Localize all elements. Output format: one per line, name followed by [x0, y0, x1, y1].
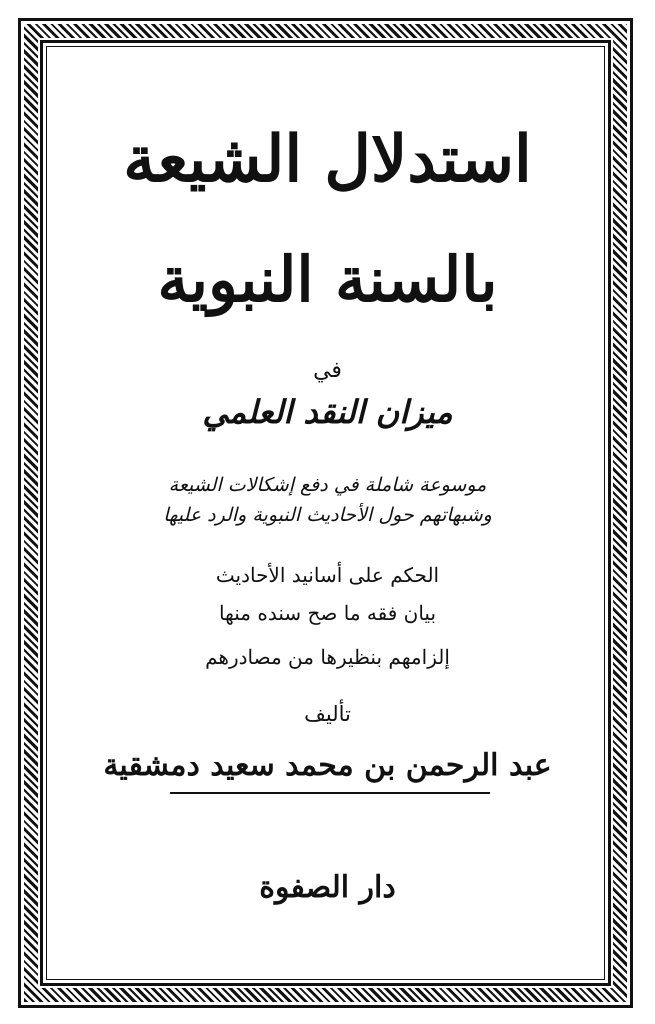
title-connector: في: [313, 358, 342, 383]
publisher-name: دار الصفوة: [259, 870, 396, 905]
authorship-label: تأليف: [304, 702, 351, 726]
author-name: عبد الرحمن بن محمد سعيد دمشقية: [103, 748, 552, 783]
book-subtitle: ميزان النقد العلمي: [202, 393, 453, 431]
feature-point-2: بيان فقه ما صح سنده منها: [218, 601, 437, 625]
feature-point-1: الحكم على أسانيد الأحاديث: [215, 563, 440, 587]
book-title-line-1: استدلال الشيعة: [123, 122, 532, 197]
description-line-1: موسوعة شاملة في دفع إشكالات الشيعة: [168, 474, 487, 496]
author-underline: [170, 792, 490, 794]
feature-point-3: إلزامهم بنظيرها من مصادرهم: [205, 645, 450, 669]
book-title-line-2: بالسنة النبوية: [157, 243, 498, 316]
description-line-2: وشبهاتهم حول الأحاديث النبوية والرد عليها: [163, 504, 492, 526]
cover-content: [60, 60, 595, 960]
